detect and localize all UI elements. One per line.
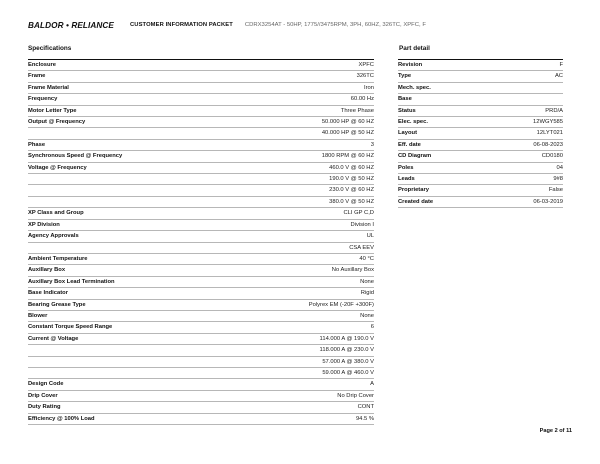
spec-value: 190.0 V @ 50 HZ [329, 176, 374, 183]
spec-label: Current @ Voltage [28, 335, 79, 342]
spec-row [28, 243, 374, 254]
spec-row [28, 345, 374, 356]
part-detail-value: 06-03-2019 [533, 198, 563, 205]
spec-label: Agency Approvals [28, 233, 79, 240]
spec-row [28, 254, 374, 265]
part-detail-value: 04 [556, 164, 563, 171]
part-detail-row [398, 140, 563, 151]
part-detail-value: CD0180 [541, 153, 563, 160]
spec-value: CLI GP C,D [343, 210, 374, 217]
specifications-table [28, 59, 374, 425]
part-detail-row [398, 151, 563, 162]
spec-label: Drip Cover [28, 392, 58, 399]
part-detail-title: Part detail [399, 45, 430, 52]
spec-label: Blower [28, 312, 48, 319]
spec-label: Design Code [28, 381, 64, 388]
part-detail-label: Base [398, 96, 412, 103]
spec-value: Three Phase [340, 107, 374, 114]
spec-row [28, 288, 374, 299]
part-detail-value: 06-08-2023 [533, 141, 563, 148]
spec-value: 59.000 A @ 460.0 V [322, 369, 374, 376]
spec-label: Constant Torque Speed Range [28, 324, 113, 331]
part-detail-row [398, 83, 563, 94]
spec-value: 40 °C [359, 255, 374, 262]
spec-value: 57.000 A @ 380.0 V [322, 358, 374, 365]
spec-value: 114.000 A @ 190.0 V [319, 335, 374, 342]
part-detail-label: Layout [398, 130, 418, 137]
spec-value: 230.0 V @ 60 HZ [329, 187, 374, 194]
spec-row [28, 402, 374, 413]
model-description: CDRX3254AT - 50HP, 1775//3475RPM, 3PH, 60HZ, 326TC, XPFC, F [244, 22, 426, 28]
part-detail-label: Elec. spec. [398, 119, 428, 126]
spec-label: Enclosure [28, 62, 57, 68]
part-detail-label: Status [398, 107, 416, 114]
specifications-title: Specifications [28, 45, 72, 52]
spec-row [28, 311, 374, 322]
spec-label: Duty Rating [28, 404, 61, 411]
spec-value: 94.5 % [355, 415, 374, 422]
spec-value: XPFC [358, 62, 374, 68]
spec-value: 40.000 HP @ 50 HZ [321, 130, 374, 137]
spec-value: No Drip Cover [337, 392, 374, 399]
part-detail-label: Leads [398, 176, 415, 183]
spec-value: 326TC [356, 73, 374, 80]
spec-row [28, 60, 374, 71]
spec-label: Output @ Frequency [28, 119, 86, 126]
part-detail-row [398, 117, 563, 128]
spec-label: Ambient Temperature [28, 255, 88, 262]
spec-value: 1800 RPM @ 60 HZ [321, 153, 374, 160]
part-detail-label: Created date [398, 198, 434, 205]
part-detail-value: 9#8 [553, 176, 563, 183]
spec-label: Base Indicator [28, 290, 68, 297]
part-detail-table [398, 59, 563, 208]
spec-value: Rigid [360, 290, 374, 297]
spec-value: UL [366, 233, 374, 240]
part-detail-value: 12LYT021 [536, 130, 563, 137]
spec-row [28, 379, 374, 390]
spec-label: XP Class and Group [28, 210, 84, 217]
spec-value: 460.0 V @ 60 HZ [329, 164, 374, 171]
spec-row [28, 106, 374, 117]
part-detail-label: Proprietary [398, 187, 429, 194]
spec-value: 60.00 Hz [350, 96, 374, 103]
spec-row [28, 334, 374, 345]
spec-label: XP Division [28, 221, 60, 228]
spec-row [28, 357, 374, 368]
spec-row [28, 208, 374, 219]
brand-logo: BALDOR • RELIANCE [28, 20, 114, 30]
spec-row [28, 174, 374, 185]
spec-label: Voltage @ Frequency [28, 164, 87, 171]
spec-row [28, 220, 374, 231]
spec-label: Motor Letter Type [28, 107, 77, 114]
spec-row [28, 231, 374, 242]
spec-label: Frequency [28, 96, 58, 103]
spec-row [28, 265, 374, 276]
spec-value: 380.0 V @ 50 HZ [329, 198, 374, 205]
part-detail-row [398, 106, 563, 117]
part-detail-value: False [548, 187, 563, 194]
part-detail-row [398, 197, 563, 208]
spec-value: 3 [370, 141, 374, 148]
part-detail-label: Type [398, 73, 412, 80]
page-header [28, 18, 588, 32]
spec-label: Frame [28, 73, 46, 80]
part-detail-row [398, 71, 563, 82]
spec-value: Iron [364, 84, 374, 91]
spec-value: CONT [357, 404, 374, 411]
spec-value: No Auxillary Box [331, 267, 374, 274]
spec-row [28, 322, 374, 333]
part-detail-row [398, 60, 563, 71]
spec-value: None [360, 312, 374, 319]
page-number: Page 2 of 11 [539, 428, 572, 434]
spec-row [28, 71, 374, 82]
part-detail-label: Mech. spec. [398, 84, 431, 91]
spec-label: Bearing Grease Type [28, 301, 86, 308]
spec-row [28, 368, 374, 379]
spec-value: Division I [350, 221, 374, 228]
spec-value: None [360, 278, 374, 285]
part-detail-row [398, 185, 563, 196]
spec-row [28, 300, 374, 311]
spec-row [28, 94, 374, 105]
spec-row [28, 197, 374, 208]
part-detail-row [398, 163, 563, 174]
spec-label: Auxillary Box Lead Termination [28, 278, 115, 285]
packet-title: CUSTOMER INFORMATION PACKET [130, 22, 233, 28]
part-detail-label: Revision [398, 62, 423, 68]
part-detail-row [398, 128, 563, 139]
spec-row [28, 151, 374, 162]
spec-label: Auxillary Box [28, 267, 66, 274]
part-detail-label: CD Diagram [398, 153, 432, 160]
part-detail-value: AC [554, 73, 563, 80]
spec-row [28, 277, 374, 288]
part-detail-value: F [559, 62, 563, 68]
spec-row [28, 185, 374, 196]
spec-label: Efficiency @ 100% Load [28, 415, 95, 422]
spec-row [28, 83, 374, 94]
part-detail-row [398, 174, 563, 185]
spec-label: Synchronous Speed @ Frequency [28, 153, 123, 160]
part-detail-label: Poles [398, 164, 414, 171]
part-detail-value: PRD/A [545, 107, 563, 114]
spec-value: 6 [370, 324, 374, 331]
part-detail-label: Eff. date [398, 141, 421, 148]
spec-value: 118.000 A @ 230.0 V [319, 347, 374, 354]
part-detail-row [398, 94, 563, 105]
spec-label: Frame Material [28, 84, 69, 91]
spec-value: 50.000 HP @ 60 HZ [321, 119, 374, 126]
spec-label: Phase [28, 141, 46, 148]
spec-value: CSA EEV [349, 244, 374, 251]
spec-value: Polyrex EM (-20F +300F) [308, 301, 374, 308]
spec-row [28, 128, 374, 139]
spec-row [28, 391, 374, 402]
spec-row [28, 414, 374, 425]
spec-row [28, 117, 374, 128]
spec-row [28, 140, 374, 151]
spec-row [28, 163, 374, 174]
spec-value: A [370, 381, 374, 388]
part-detail-value: 12WGY585 [533, 119, 563, 126]
